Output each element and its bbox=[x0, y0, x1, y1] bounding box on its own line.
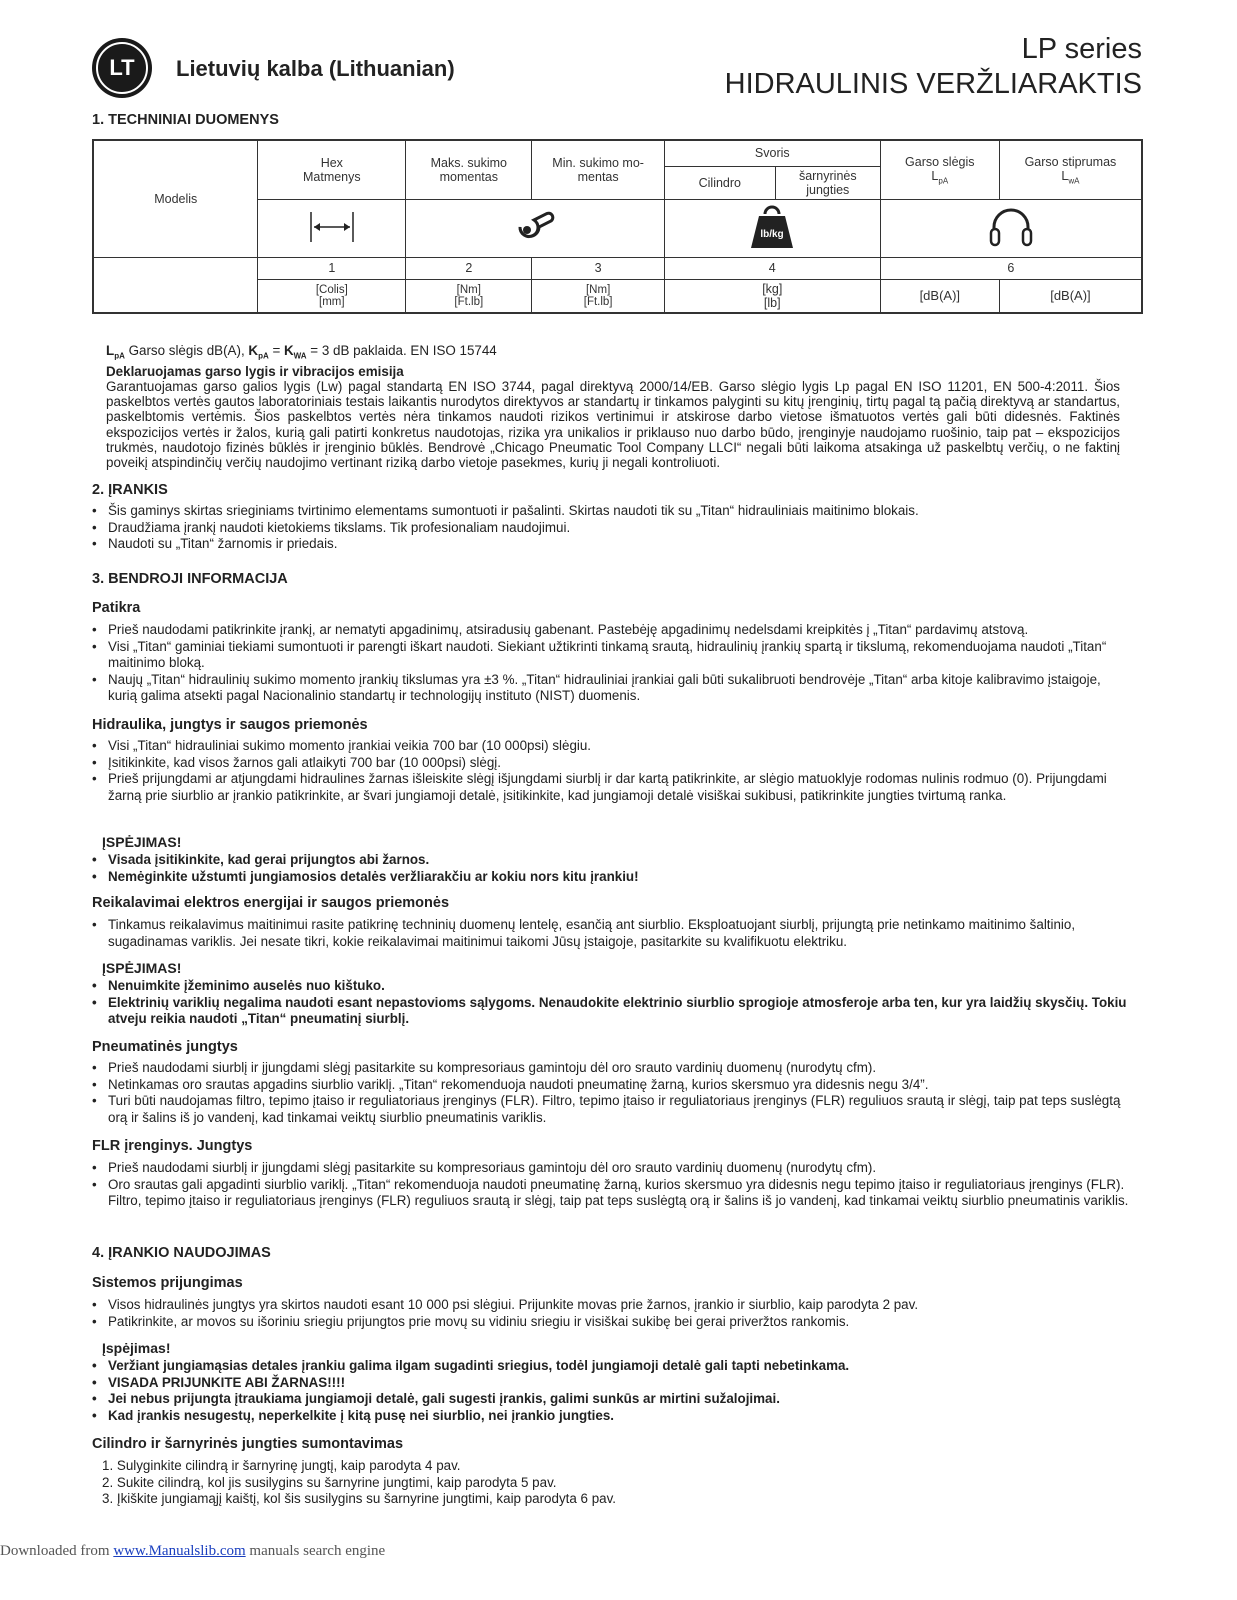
wrench-torque-icon bbox=[510, 209, 560, 245]
inspection-list bbox=[92, 622, 1132, 705]
step-item: 2. Sukite cilindrą, kol jis susilygins su šarnyrine jungtimi, kaip parodyta 5 pav. bbox=[102, 1474, 557, 1490]
unit-sound-power: [dB(A)] bbox=[999, 279, 1142, 313]
list-item: • Prieš prijungdami ar atjungdami hidraulines žarnas išleiskite slėgį išjungdami siurblį ir dar kartą patikrinkite, ar slėgio matuoklyje rodomas nulinis rodmuo (0). Prijungdami žarną prie siurblio ar įrankio patikrinkite, ar švari jungiamoji detalė, įsitikinkite, kad jungiamoji detalė visiškai sukibusi, patikrinkite jungties tvirtumą ranka. bbox=[92, 771, 1132, 804]
subheading-cylinder-assembly: Cilindro ir šarnyrinės jungties sumontavimas bbox=[92, 1436, 404, 1452]
warning-title: Įspėjimas! bbox=[102, 1340, 171, 1356]
section-heading-general: 3. BENDROJI INFORMACIJA bbox=[92, 571, 288, 587]
list-item: • Oro srautas gali apgadinti siurblio variklį. „Titan“ rekomenduoja naudoti pneumatinę žarną, kurios skersmuo yra didesnis negu tepimo įtaiso ir reguliatoriaus įrenginys (FLR). Filtro, tepimo įtaiso ir reguliatoriaus įrenginys (FLR) reguliuos srautą ir slėgį, taip pat teps suslėgtą orą ir šalins iš jo vandenį, kad tinkamai veiktų siurblio pneumatinis variklis. bbox=[92, 1177, 1132, 1210]
document-title bbox=[725, 32, 1142, 102]
sound-pressure-header: Garso slėgis $L_{pA}$ bbox=[880, 140, 999, 199]
warning-item: • Kad įrankis nesugestų, neperkelkite į kitą pusę nei siurblio, nei įrankio jungties. bbox=[92, 1408, 1132, 1425]
noise-heading: Deklaruojamas garso lygis ir vibracijos emisija bbox=[106, 363, 404, 379]
section-heading-technical-data: 1. TECHNINIAI DUOMENYS bbox=[92, 112, 279, 128]
list-item: • Tinkamus reikalavimus maitinimui rasite patikrinę techninių duomenų lentelę, esančią ant siurblio. Eksploatuojant siurblį, prijungtą prie netinkamo maitinimo šaltinio, sugadinamas variklis. Jei nesate tikri, kokie reikalavimai maitinimui taikomi Jūsų įstaigoje, pasitarkite su kvalifikuotu elektriku. bbox=[92, 917, 1132, 950]
system-warning-list bbox=[92, 1358, 1132, 1424]
sound-power-header: Garso stiprumas $L_{wA}$ bbox=[999, 140, 1142, 199]
warning-item: • VISADA PRIJUNKITE ABI ŽARNAS!!!! bbox=[92, 1375, 1132, 1392]
subheading-system-connection: Sistemos prijungimas bbox=[92, 1275, 243, 1291]
list-item: • Šis gaminys skirtas srieginiams tvirtinimo elementams sumontuoti ir pašalinti. Skirtas naudoti tik su „Titan“ hidrauliniais maitinimo blokais. bbox=[92, 503, 1132, 520]
list-item: • Įsitikinkite, kad visos žarnos gali atlaikyti 700 bar (10 000psi) slėgį. bbox=[92, 755, 1132, 772]
max-torque-header: Maks. sukimo momentas bbox=[406, 140, 532, 199]
min-torque-header: Min. sukimo mo- mentas bbox=[532, 140, 664, 199]
list-item: • Prieš naudodami siurblį ir įjungdami slėgį pasitarkite su kompresoriaus gamintoju dėl oro srauto vardinių duomenų (nurodytų cfm). bbox=[92, 1060, 1132, 1077]
warning-item: • Nenuimkite įžeminimo auselės nuo kištuko. bbox=[92, 978, 1132, 995]
column-number-1: 1 bbox=[258, 257, 406, 279]
hex-header: Hex Matmenys bbox=[258, 140, 406, 199]
list-item: • Visos hidraulinės jungtys yra skirtos naudoti esant 10 000 psi slėgiui. Prijunkite movas prie žarnos, įrankio ir siurblio, kaip parodyta 2 pav. bbox=[92, 1297, 1132, 1314]
column-number-2: 2 bbox=[406, 257, 532, 279]
subheading-pneumatic: Pneumatinės jungtys bbox=[92, 1039, 238, 1055]
language-badge bbox=[92, 38, 152, 98]
section-heading-tool-use: 4. ĮRANKIO NAUDOJIMAS bbox=[92, 1245, 271, 1261]
list-item: • Naudoti su „Titan“ žarnomis ir priedais. bbox=[92, 536, 1132, 553]
model-header: Modelis bbox=[93, 140, 258, 257]
subheading-inspection: Patikra bbox=[92, 600, 141, 616]
download-footer: Downloaded from www.Manualslib.com manuals search engine bbox=[0, 1543, 386, 1559]
electrical-list bbox=[92, 917, 1132, 950]
list-item: • Visi „Titan“ gaminiai tiekiami sumontuoti ir parengti iškart naudoti. Siekiant užtikrinti tinkamą srautą, hidraulinių įrankių spartą ir tikslumą, rekomenduojama naudoti „Titan“ maitinimo bloką. bbox=[92, 639, 1132, 672]
list-item: • Patikrinkite, ar movos su išoriniu sriegiu prijungtos prie movų su vidiniu sriegiu ir visiškai sukibę bei gerai priveržtos rankomis. bbox=[92, 1314, 1132, 1331]
list-item: • Prieš naudodami patikrinkite įrankį, ar nematyti apgadinimų, atsiradusių gabenant. Pastebėję apgadinimų nedelsdami kreipkitės į „Titan“ pardavimų atstovą. bbox=[92, 622, 1132, 639]
cylinder-steps bbox=[102, 1458, 616, 1508]
list-item: • Visi „Titan“ hidrauliniai sukimo momento įrankiai veikia 700 bar (10 000psi) slėgiu. bbox=[92, 738, 1132, 755]
column-number-4: 4 bbox=[664, 257, 880, 279]
svg-text:lb/kg: lb/kg bbox=[760, 228, 784, 240]
column-number-3: 3 bbox=[532, 257, 664, 279]
list-item: • Naujų „Titan“ hidraulinių sukimo momento įrankių tikslumas yra ±3 %. „Titan“ hidrauliniai įrankiai gali būti sukalibruoti bendrovėje „Titan“ arba kitoje kalibravimo įstaigoje, kurią galima atsekti pagal Nacionalinio standartų ir technologijų instituto (NIST) duomenis. bbox=[92, 672, 1132, 705]
unit-weight: [kg] [lb] bbox=[664, 279, 880, 313]
warning-item: • Elektrinių variklių negalima naudoti esant nepastovioms sąlygoms. Nenaudokite elektrinio siurblio sprogioje atmosferoje arba ten, kur yra laidžių skysčių. Tokiu atveju reikia naudoti „Titan“ pneumatinį siurblį. bbox=[92, 995, 1132, 1028]
column-number-6: 6 bbox=[880, 257, 1142, 279]
list-item: • Turi būti naudojamas filtro, tepimo įtaiso ir reguliatoriaus įrenginys (FLR). Filtro, tepimo įtaiso ir reguliatoriaus įrenginys (FLR) reguliuos srautą ir slėgį, taip pat teps suslėgtą orą ir šalins iš jo vandenį, kad tinkamai veiktų siurblio pneumatinis variklis. bbox=[92, 1093, 1132, 1126]
product-title: HIDRAULINIS VERŽLIARAKTIS bbox=[724, 68, 1142, 100]
step-item: 1. Sulyginkite cilindrą ir šarnyrinę jungtį, kaip parodyta 4 pav. bbox=[102, 1458, 461, 1473]
list-item: • Draudžiama įrankį naudoti kietokiems tikslams. Tik profesionaliam naudojimui. bbox=[92, 520, 1132, 537]
subheading-flr: FLR įrenginys. Jungtys bbox=[92, 1138, 253, 1154]
list-item: • Prieš naudodami siurblį ir įjungdami slėgį pasitarkite su kompresoriaus gamintoju dėl oro srauto vardinių duomenų (nurodytų cfm). bbox=[92, 1160, 1132, 1177]
swivel-header: šarnyrinės jungties bbox=[775, 166, 880, 199]
warning-item: • Nemėginkite užstumti jungiamosios detalės veržliarakčiu ar kokiu nors kitu įrankiu! bbox=[92, 869, 1132, 886]
subheading-hydraulics: Hidraulika, jungtys ir saugos priemonės bbox=[92, 717, 368, 733]
unit-max-torque: [Nm] [Ft.lb] bbox=[406, 279, 532, 313]
language-code: LT bbox=[109, 55, 135, 80]
sound-icon-cell bbox=[880, 199, 1142, 257]
tool-list bbox=[92, 503, 1132, 553]
hydraulics-list bbox=[92, 738, 1132, 804]
torque-icon-cell bbox=[406, 199, 665, 257]
step-item: 3. Įkiškite jungiamąjį kaištį, kol šis susilygins su šarnyrine jungtimi, kaip parodyta 6 pav. bbox=[102, 1491, 617, 1506]
weight-icon-cell bbox=[664, 199, 880, 257]
weight-icon bbox=[749, 204, 795, 250]
manualslib-link[interactable]: www.Manualslib.com bbox=[113, 1543, 246, 1559]
headphones-icon bbox=[988, 207, 1034, 247]
noise-line: $L_{pA}$ Garso slėgis dB(A), $K_{pA} = K_{WA} = 3$ dB paklaida. EN ISO 15744 bbox=[106, 343, 497, 361]
warning-item: • Veržiant jungiamąsias detales įrankiu galima ilgam sugadinti sriegius, todėl jungiamoji detalė gali tapti nebetinkama. bbox=[92, 1358, 1132, 1375]
subheading-electrical: Reikalavimai elektros energijai ir saugos priemonės bbox=[92, 895, 450, 911]
warning-item: • Visada įsitikinkite, kad gerai prijungtos abi žarnos. bbox=[92, 852, 1132, 869]
noise-section bbox=[106, 343, 1120, 470]
noise-paragraph: Garantuojamas garso galios lygis (Lw) pagal standartą EN ISO 3744, pagal direktyvą 2000/14/EB. Garso slėgio lygis Lp pagal EN ISO 11201, EN 500-4:2011. Šios paskelbtos vertės gautos laboratoriniais testais laikantis nurodytos direktyvos ar standartų ir tinkamos palyginti su kitų įrenginių, tirtų pagal tą pačią direktyvą ar standartus, paskelbtomis vertėmis. Šios paskelbtos vertės nėra tinkamos naudoti rizikos vertinimui ir atskirose darbo vietose išmatuotos vertės gali būti didesnės. Faktinės ekspozicijos vertės ir žalos, kurią gali patirti konkretus naudotojas, rizika yra unikalios ir priklauso nuo darbo būdo, įrenginyje naudojamo ruošinio, taip pat – ekspozicijos trukmės, naudotojo fizinės būklės ir įrenginio būklės. Bendrovė „Chicago Pneumatic Tool Company LLCI“ negali būti laikoma atsakinga už paskelbtų verčių, o ne faktinį poveikį atspindinčių verčių naudojimo vertinant riziką darbo vietoje pasekmes, kurių ji negali kontroliuoti. bbox=[106, 379, 1120, 471]
flr-list bbox=[92, 1160, 1132, 1210]
hex-dimension-icon bbox=[307, 210, 357, 244]
unit-min-torque: [Nm] [Ft.lb] bbox=[532, 279, 664, 313]
language-title: Lietuvių kalba (Lithuanian) bbox=[176, 56, 455, 81]
unit-hex: [Colis] [mm] bbox=[258, 279, 406, 313]
system-list bbox=[92, 1297, 1132, 1330]
series-title: LP series bbox=[1021, 33, 1142, 65]
pneumatic-list bbox=[92, 1060, 1132, 1126]
unit-sound-pressure: [dB(A)] bbox=[880, 279, 999, 313]
warning-title: ĮSPĖJIMAS! bbox=[102, 834, 182, 850]
electrical-warning-list bbox=[92, 978, 1132, 1028]
weight-header: Svoris bbox=[664, 140, 880, 166]
spec-table bbox=[92, 139, 1143, 314]
cylinder-header: Cilindro bbox=[664, 166, 775, 199]
list-item: • Netinkamas oro srautas apgadins siurblio variklį. „Titan“ rekomenduoja naudoti pneumatinę žarną, kurios skersmuo yra didesnis negu 3/4”. bbox=[92, 1077, 1132, 1094]
warning-item: • Jei nebus prijungta įtraukiama jungiamoji detalė, gali sugesti įrankis, galimi sunkūs ar mirtini sužalojimai. bbox=[92, 1391, 1132, 1408]
section-heading-tool: 2. ĮRANKIS bbox=[92, 482, 168, 498]
warning-title: ĮSPĖJIMAS! bbox=[102, 960, 182, 976]
hydraulics-warning-list bbox=[92, 852, 1132, 885]
hex-icon-cell bbox=[258, 199, 406, 257]
